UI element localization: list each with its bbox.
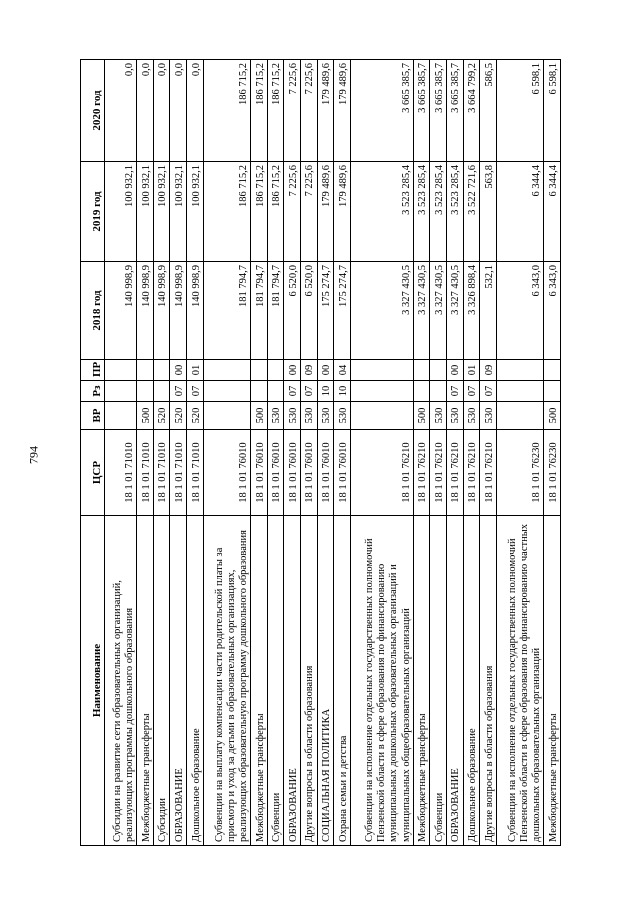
- table-row: [334, 60, 351, 846]
- cell-csr: 18 1 01 76210: [446, 430, 463, 516]
- cell-pr: [137, 360, 154, 381]
- cell-rz: [413, 381, 430, 402]
- header-name: Наименование: [81, 516, 105, 846]
- cell-name: Субсидии: [153, 516, 170, 846]
- cell-y2020: 7 225,6: [300, 60, 317, 162]
- header-2018: 2018 год: [81, 262, 105, 360]
- table-row: [170, 60, 187, 846]
- cell-rz: [267, 381, 284, 402]
- header-pr: ПР: [81, 360, 105, 381]
- cell-rz: 07: [480, 381, 497, 402]
- cell-y2018: 6 520,0: [284, 262, 301, 360]
- cell-y2018: 140 998,9: [105, 262, 137, 360]
- cell-y2020: 3 665 385,7: [350, 60, 413, 162]
- table-row: [544, 60, 561, 846]
- cell-y2020: 0,0: [105, 60, 137, 162]
- cell-y2018: 140 998,9: [137, 262, 154, 360]
- cell-csr: 18 1 01 76230: [544, 430, 561, 516]
- cell-rz: 07: [300, 381, 317, 402]
- cell-y2018: 6 343,0: [496, 262, 543, 360]
- table-row: [153, 60, 170, 846]
- cell-y2019: 563,8: [480, 162, 497, 262]
- table-row: [430, 60, 447, 846]
- cell-vr: 520: [186, 402, 203, 430]
- cell-vr: 500: [544, 402, 561, 430]
- table-row: [496, 60, 543, 846]
- header-rz: Рз: [81, 381, 105, 402]
- cell-rz: 07: [446, 381, 463, 402]
- cell-y2019: 3 522 721,6: [463, 162, 480, 262]
- table-row: [350, 60, 413, 846]
- cell-csr: 18 1 01 76210: [480, 430, 497, 516]
- cell-y2018: 181 794,7: [250, 262, 267, 360]
- cell-y2018: 181 794,7: [267, 262, 284, 360]
- cell-y2020: 179 489,6: [317, 60, 334, 162]
- cell-y2019: 3 523 285,4: [446, 162, 463, 262]
- cell-csr: 18 1 01 76210: [463, 430, 480, 516]
- cell-csr: 18 1 01 76210: [430, 430, 447, 516]
- cell-pr: 00: [170, 360, 187, 381]
- cell-name: Субвенции: [430, 516, 447, 846]
- table-row: [186, 60, 203, 846]
- cell-y2019: 186 715,2: [250, 162, 267, 262]
- cell-pr: [496, 360, 543, 381]
- cell-pr: [153, 360, 170, 381]
- cell-y2019: 7 225,6: [300, 162, 317, 262]
- cell-vr: [496, 402, 543, 430]
- header-vr: ВР: [81, 402, 105, 430]
- cell-vr: 530: [480, 402, 497, 430]
- cell-y2020: 7 225,6: [284, 60, 301, 162]
- header-csr: ЦСР: [81, 430, 105, 516]
- cell-csr: 18 1 01 71010: [170, 430, 187, 516]
- cell-pr: 00: [284, 360, 301, 381]
- table-row: [105, 60, 137, 846]
- cell-vr: 500: [137, 402, 154, 430]
- cell-pr: 09: [480, 360, 497, 381]
- cell-y2018: 140 998,9: [186, 262, 203, 360]
- cell-y2018: 3 327 430,5: [430, 262, 447, 360]
- cell-y2018: 3 326 898,4: [463, 262, 480, 360]
- cell-pr: 00: [446, 360, 463, 381]
- cell-y2018: 6 343,0: [544, 262, 561, 360]
- cell-name: СОЦИАЛЬНАЯ ПОЛИТИКА: [317, 516, 334, 846]
- cell-y2018: 181 794,7: [203, 262, 250, 360]
- cell-y2020: 6 598,1: [544, 60, 561, 162]
- cell-csr: 18 1 01 76230: [496, 430, 543, 516]
- cell-name: Субвенции на выплату компенсации части родительской платы за присмотр и уход за детьми в образовательных организациях, реализующих образовательную программу дошкольного образования: [203, 516, 250, 846]
- cell-vr: 530: [317, 402, 334, 430]
- cell-name: ОБРАЗОВАНИЕ: [446, 516, 463, 846]
- cell-vr: [350, 402, 413, 430]
- cell-rz: 07: [284, 381, 301, 402]
- cell-y2018: 175 274,7: [334, 262, 351, 360]
- cell-vr: 500: [250, 402, 267, 430]
- cell-pr: 04: [334, 360, 351, 381]
- cell-name: Субвенции на исполнение отдельных государственных полномочий Пензенской области в сфере образования по финансированию частных дошкольных образовательных организаций: [496, 516, 543, 846]
- table-row: [203, 60, 250, 846]
- cell-y2020: 186 715,2: [267, 60, 284, 162]
- cell-pr: 09: [300, 360, 317, 381]
- cell-csr: 18 1 01 76010: [300, 430, 317, 516]
- cell-name: Другие вопросы в области образования: [480, 516, 497, 846]
- cell-name: Дошкольное образование: [186, 516, 203, 846]
- cell-vr: 530: [430, 402, 447, 430]
- cell-y2019: 100 932,1: [137, 162, 154, 262]
- cell-y2019: 3 523 285,4: [413, 162, 430, 262]
- rotated-page-content: [80, 60, 561, 846]
- cell-vr: 520: [153, 402, 170, 430]
- cell-name: Субвенции: [267, 516, 284, 846]
- cell-rz: 07: [186, 381, 203, 402]
- cell-y2020: 179 489,6: [334, 60, 351, 162]
- table-row: [137, 60, 154, 846]
- cell-y2019: 179 489,6: [317, 162, 334, 262]
- cell-y2019: 186 715,2: [267, 162, 284, 262]
- cell-y2020: 0,0: [186, 60, 203, 162]
- cell-y2018: 6 520,0: [300, 262, 317, 360]
- cell-pr: [105, 360, 137, 381]
- table-header-row: [81, 60, 105, 846]
- cell-rz: [544, 381, 561, 402]
- cell-y2018: 3 327 430,5: [350, 262, 413, 360]
- cell-csr: 18 1 01 76010: [317, 430, 334, 516]
- budget-table: [80, 59, 561, 846]
- cell-rz: [496, 381, 543, 402]
- cell-rz: [153, 381, 170, 402]
- cell-pr: [544, 360, 561, 381]
- table-row: [300, 60, 317, 846]
- cell-y2019: 6 344,4: [544, 162, 561, 262]
- cell-y2020: 3 665 385,7: [430, 60, 447, 162]
- cell-y2019: 179 489,6: [334, 162, 351, 262]
- cell-name: ОБРАЗОВАНИЕ: [284, 516, 301, 846]
- cell-vr: 500: [413, 402, 430, 430]
- cell-csr: 18 1 01 76210: [350, 430, 413, 516]
- page-number: 794: [26, 446, 41, 464]
- table-row: [413, 60, 430, 846]
- cell-rz: 07: [170, 381, 187, 402]
- table-row: [267, 60, 284, 846]
- cell-pr: [267, 360, 284, 381]
- cell-name: Субсидии на развитие сети образовательных организаций, реализующих программы дошкольного образования: [105, 516, 137, 846]
- cell-pr: 01: [463, 360, 480, 381]
- cell-rz: 10: [334, 381, 351, 402]
- cell-csr: 18 1 01 76210: [413, 430, 430, 516]
- cell-pr: [203, 360, 250, 381]
- cell-y2020: 0,0: [153, 60, 170, 162]
- cell-y2018: 140 998,9: [170, 262, 187, 360]
- cell-csr: 18 1 01 76010: [250, 430, 267, 516]
- cell-vr: 530: [300, 402, 317, 430]
- cell-name: Межбюджетные трансферты: [544, 516, 561, 846]
- cell-y2020: 3 665 385,7: [413, 60, 430, 162]
- cell-csr: 18 1 01 71010: [137, 430, 154, 516]
- cell-vr: 530: [284, 402, 301, 430]
- cell-name: Межбюджетные трансферты: [250, 516, 267, 846]
- cell-y2018: 175 274,7: [317, 262, 334, 360]
- cell-name: Охрана семьи и детства: [334, 516, 351, 846]
- cell-pr: [430, 360, 447, 381]
- cell-rz: [137, 381, 154, 402]
- cell-vr: 530: [446, 402, 463, 430]
- table-row: [250, 60, 267, 846]
- table-body: [105, 60, 561, 846]
- cell-y2019: 3 523 285,4: [350, 162, 413, 262]
- cell-y2019: 3 523 285,4: [430, 162, 447, 262]
- cell-y2018: 3 327 430,5: [446, 262, 463, 360]
- cell-vr: 530: [267, 402, 284, 430]
- cell-rz: [430, 381, 447, 402]
- cell-name: Межбюджетные трансферты: [137, 516, 154, 846]
- cell-rz: [250, 381, 267, 402]
- table-row: [446, 60, 463, 846]
- cell-y2020: 6 598,1: [496, 60, 543, 162]
- cell-name: ОБРАЗОВАНИЕ: [170, 516, 187, 846]
- cell-y2020: 186 715,2: [203, 60, 250, 162]
- cell-name: Другие вопросы в области образования: [300, 516, 317, 846]
- cell-pr: [250, 360, 267, 381]
- cell-rz: [350, 381, 413, 402]
- cell-csr: 18 1 01 76010: [267, 430, 284, 516]
- table-row: [463, 60, 480, 846]
- cell-y2020: 586,5: [480, 60, 497, 162]
- cell-pr: 01: [186, 360, 203, 381]
- table-row: [480, 60, 497, 846]
- cell-rz: 10: [317, 381, 334, 402]
- cell-vr: 530: [334, 402, 351, 430]
- cell-name: Субвенции на исполнение отдельных государственных полномочий Пензенской области в сфере образования по финансированию муниципальных дошкольных образовательных организаций и муниципальных общеобразовательных организаций: [350, 516, 413, 846]
- cell-csr: 18 1 01 71010: [186, 430, 203, 516]
- cell-y2018: 3 327 430,5: [413, 262, 430, 360]
- cell-y2018: 532,1: [480, 262, 497, 360]
- cell-csr: 18 1 01 76010: [284, 430, 301, 516]
- cell-name: Дошкольное образование: [463, 516, 480, 846]
- cell-rz: 07: [463, 381, 480, 402]
- cell-y2020: 3 665 385,7: [446, 60, 463, 162]
- cell-pr: [413, 360, 430, 381]
- cell-y2018: 140 998,9: [153, 262, 170, 360]
- table-row: [317, 60, 334, 846]
- cell-y2019: 186 715,2: [203, 162, 250, 262]
- cell-vr: 520: [170, 402, 187, 430]
- cell-y2020: 3 664 799,2: [463, 60, 480, 162]
- cell-y2019: 6 344,4: [496, 162, 543, 262]
- cell-csr: 18 1 01 76010: [334, 430, 351, 516]
- cell-csr: 18 1 01 76010: [203, 430, 250, 516]
- cell-vr: [203, 402, 250, 430]
- cell-pr: [350, 360, 413, 381]
- table-row: [284, 60, 301, 846]
- cell-y2019: 7 225,6: [284, 162, 301, 262]
- cell-vr: 530: [463, 402, 480, 430]
- cell-name: Межбюджетные трансферты: [413, 516, 430, 846]
- cell-vr: [105, 402, 137, 430]
- cell-y2020: 0,0: [170, 60, 187, 162]
- cell-y2019: 100 932,1: [170, 162, 187, 262]
- cell-y2020: 0,0: [137, 60, 154, 162]
- cell-y2019: 100 932,1: [153, 162, 170, 262]
- header-2019: 2019 год: [81, 162, 105, 262]
- cell-csr: 18 1 01 71010: [105, 430, 137, 516]
- cell-rz: [105, 381, 137, 402]
- cell-y2020: 186 715,2: [250, 60, 267, 162]
- cell-csr: 18 1 01 71010: [153, 430, 170, 516]
- header-2020: 2020 год: [81, 60, 105, 162]
- cell-y2019: 100 932,1: [105, 162, 137, 262]
- cell-y2019: 100 932,1: [186, 162, 203, 262]
- cell-pr: 00: [317, 360, 334, 381]
- cell-rz: [203, 381, 250, 402]
